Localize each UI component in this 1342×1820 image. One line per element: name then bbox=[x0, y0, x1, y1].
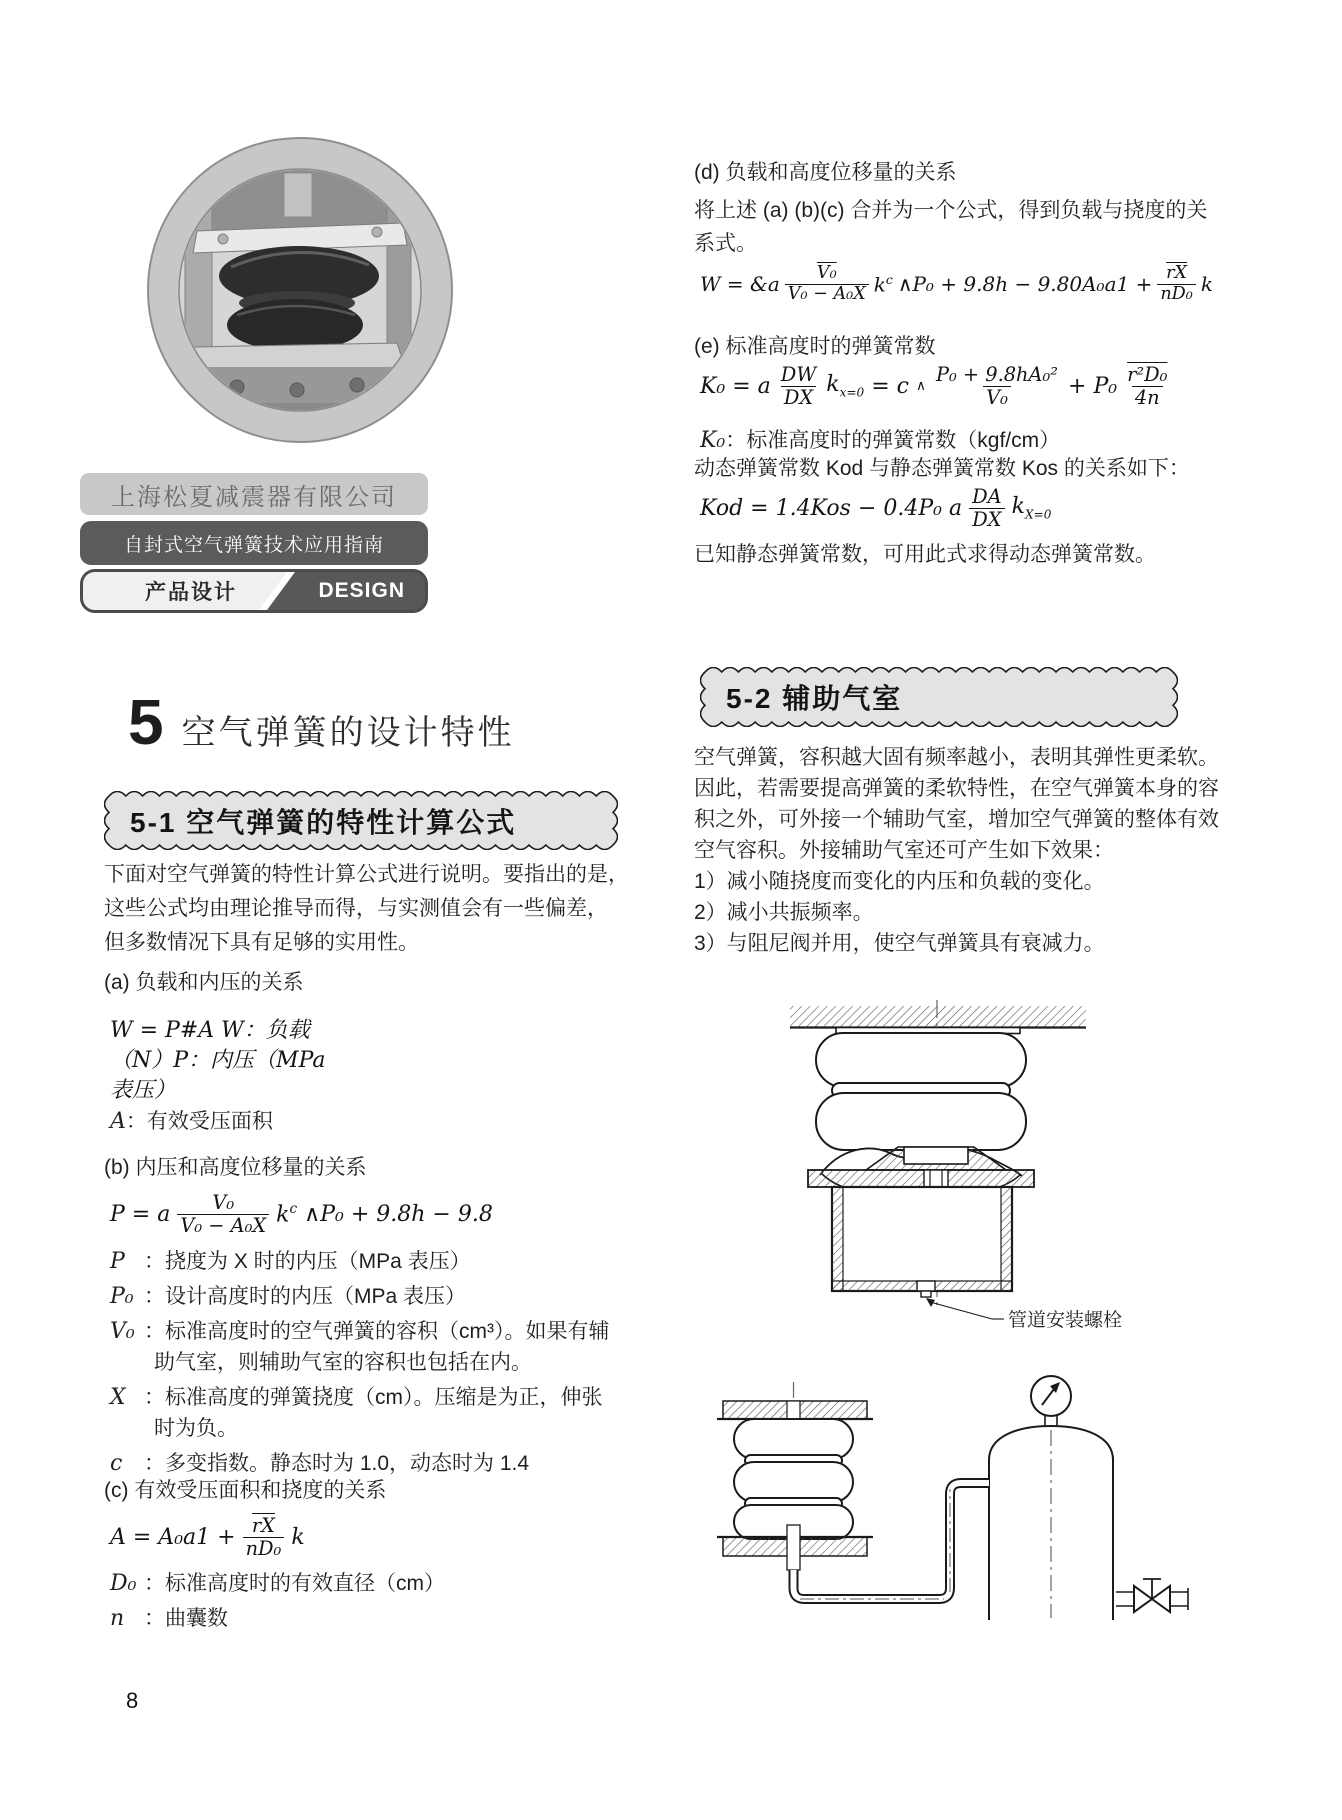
kod-kos-relation: 动态弹簧常数 Kod 与静态弹簧常数 Kos 的关系如下： bbox=[694, 457, 1190, 480]
fraction: $\frac{\overline{rX}}{\text{nD₀}}$ bbox=[1157, 264, 1196, 304]
b-definitions bbox=[110, 1246, 610, 1483]
chapter-heading bbox=[128, 686, 515, 758]
def-area: A：有效受压面积 bbox=[110, 1109, 273, 1134]
fraction: $\frac{\text{r²D₀}}{4n}$ bbox=[1127, 362, 1168, 409]
guide-banner bbox=[80, 521, 428, 565]
chapter-title: 空气弹簧的设计特性 bbox=[181, 714, 515, 752]
company-name: 上海松夏减震器有限公司 bbox=[111, 483, 397, 511]
fraction: $\frac{\text{P₀ + 9.8hA₀²}}{\text{V₀}}$ bbox=[935, 362, 1059, 409]
d-paragraph: 将上述 (a) (b)(c) 合并为一个公式，得到负载与挠度的关 系式。 bbox=[694, 199, 1208, 255]
item-a-label: (a) 负载和内压的关系 bbox=[104, 971, 304, 994]
def-V0: V₀ ：标准高度时的空气弹簧的容积（cm³）。如果有辅 助气室，则辅助气室的容积也包括在内。 bbox=[110, 1319, 610, 1374]
def-c: c ：多变指数。静态时为 1.0，动态时为 1.4 bbox=[110, 1451, 530, 1476]
def-K0: K₀：标准高度时的弹簧常数（kgf/cm） bbox=[700, 428, 1061, 453]
formula-spring-constant: K₀ = a $\frac{DW}{DX}$ $k_{x=0}$ = c ∧ $\frac{\text{P₀ + 9.8hA₀²}}{\text{V₀}}$ + P₀ $\frac{\text{r²D₀}}{4n}$ bbox=[700, 360, 1170, 412]
fraction: $\frac{DA}{DX}$ bbox=[969, 486, 1005, 530]
diagram-air-spring-aux-chamber bbox=[750, 998, 1230, 1338]
intro-paragraph: 下面对空气弹簧的特性计算公式进行说明。要指出的是， 这些公式均由理论推导而得，与实测值会有一些偏差， 但多数情况下具有足够的实用性。 bbox=[104, 863, 629, 954]
product-design-label: 产品设计 bbox=[145, 581, 237, 604]
item-c-label: (c) 有效受压面积和挠度的关系 bbox=[104, 1479, 387, 1502]
e-closing-line: 已知静态弹簧常数，可用此式求得动态弹簧常数。 bbox=[694, 543, 1156, 566]
item-d-label: (d) 负载和高度位移量的关系 bbox=[694, 161, 957, 184]
section-5-1-title: 5-1 空气弹簧的特性计算公式 bbox=[130, 806, 517, 838]
def-P: P ：挠度为 X 时的内压（MPa 表压） bbox=[110, 1249, 471, 1274]
section-5-2-paragraph: 空气弹簧，容积越大固有频率越小，表明其弹性更柔软。 因此，若需要提高弹簧的柔软特性，在空气弹簧本身的容 积之外，可外接一个辅助气室，增加空气弹簧的整体有效 空气容积。外接辅助气室还可产生如下效果： 1）减小随挠度而变化的内压和负载的变化。 2）减小共振频率。 3）与阻尼阀并用，使空气弹簧具有衰减力。 bbox=[694, 746, 1219, 955]
company-banner bbox=[80, 473, 428, 515]
def-D0: D₀ ：标准高度时的有效直径（cm） bbox=[110, 1571, 445, 1596]
formula-kod: Kod = 1.4Kos − 0.4P₀ a $\frac{DA}{DX}$ $k_{X=0}$ bbox=[700, 484, 1052, 531]
def-X: X ：标准高度的弹簧挠度（cm）。压缩是为正，伸张 时为负。 bbox=[110, 1385, 603, 1440]
fraction: $\frac{\overline{rX}}{\text{nD₀}}$ bbox=[243, 1515, 285, 1559]
pressure-gauge bbox=[1031, 1376, 1071, 1416]
c-definitions bbox=[110, 1568, 445, 1638]
fraction: $\frac{DW}{DX}$ bbox=[780, 362, 817, 409]
formula-area-deflection: A = A₀a1 + $\frac{\overline{rX}}{\text{nD₀}}$ k bbox=[110, 1513, 305, 1560]
air-spring-photo bbox=[145, 135, 455, 445]
diagram-air-spring-tank bbox=[630, 1372, 1310, 1772]
formula-load-deflection: W = &a $\frac{\text{V₀}}{\text{V₀ − A₀X}}$ $k^c$ ∧P₀ + 9.8h − 9.80A₀a1 + $\frac{\overline{rX}}{\text{nD₀}}$ k bbox=[700, 262, 1213, 304]
chapter-number: 5 bbox=[128, 686, 164, 758]
pipe-bolt-label: 管道安装螺栓 bbox=[1008, 1309, 1123, 1331]
page-number: 8 bbox=[126, 1688, 139, 1713]
def-n: n ：曲囊数 bbox=[110, 1606, 228, 1631]
item-e-label: (e) 标准高度时的弹簧常数 bbox=[694, 335, 936, 358]
guide-title: 自封式空气弹簧技术应用指南 bbox=[123, 534, 384, 556]
valve-icon bbox=[1134, 1586, 1152, 1612]
design-banner bbox=[80, 569, 428, 613]
design-label: DESIGN bbox=[318, 579, 405, 602]
def-P0: P₀ ：设计高度时的内压（MPa 表压） bbox=[110, 1284, 467, 1309]
formula-load-pressure: W = P#A W：负载 （N）P：内压（MPa 表压） bbox=[110, 1018, 326, 1103]
section-5-2-title: 5-2 辅助气室 bbox=[726, 683, 903, 714]
section-5-2-box bbox=[700, 667, 1178, 727]
section-5-1-box bbox=[104, 791, 618, 850]
item-b-label: (b) 内压和高度位移量的关系 bbox=[104, 1156, 367, 1179]
formula-pressure-deflection: P = a $\frac{\text{V₀}}{\text{V₀ − A₀X}}$ $k^c$ ∧P₀ + 9.8h − 9.8 bbox=[110, 1190, 493, 1237]
fraction: $\frac{\text{V₀}}{\text{V₀ − A₀X}}$ bbox=[177, 1192, 269, 1236]
fraction: $\frac{\text{V₀}}{\text{V₀ − A₀X}}$ bbox=[785, 264, 869, 304]
